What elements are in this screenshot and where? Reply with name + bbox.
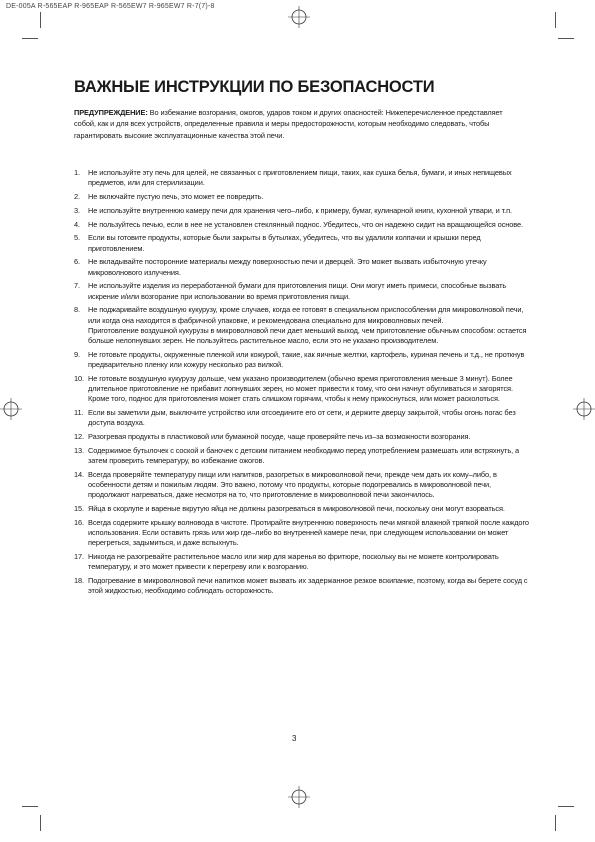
- item-number: 18.: [74, 576, 84, 585]
- safety-instructions-list: [74, 168, 530, 600]
- item-text: Не используйте внутреннюю камеру печи для хранения чего–либо, к примеру, бумаг, кулинарной книги, кухонной утвари, и т.п.: [88, 205, 512, 215]
- item-text: Не готовьте воздушную кукурузу дольше, чем указано производителем (обычно время приготовления меньше 3 минут). Более длительное приготовление не прибавит лопнувших зерен, но может привести к тому, что они начнут обугливаться и загорятся. Кроме того, поднос для приготовления может стать слишком горячим, чтобы к нему прикоснуться, или может расколоться.: [88, 373, 513, 404]
- crop-mark: [22, 806, 38, 807]
- list-item: [74, 576, 530, 596]
- item-text: Не используйте изделия из переработанной бумаги для приготовления пищи. Они могут иметь примеси, способные вызвать искрение и/или возгорание при использовании во время приготовления пищи.: [88, 281, 507, 301]
- list-item: [74, 192, 530, 202]
- item-number: 14.: [74, 469, 84, 479]
- item-text: Если вы заметили дым, выключите устройство или отсоедините его от сети, и держите дверцу закрытой, чтобы огонь погас без доступа воздуха.: [88, 408, 516, 428]
- registration-mark-top: [288, 6, 310, 28]
- item-number: 4.: [74, 219, 80, 229]
- warning-label: ПРЕДУПРЕЖДЕНИЕ:: [74, 108, 148, 117]
- item-text: Не готовьте продукты, окруженные пленкой или кожурой, такие, как яичные желтки, картофель, куриная печень и т.д., не проткнув предварительно пленку или кожуру несколько раз вилкой.: [88, 349, 525, 369]
- item-number: 6.: [74, 257, 80, 267]
- item-text: Подогревание в микроволновой печи напитков может вызвать их задержанное резкое вскипание, поэтому, когда вы берете сосуд с этой жидкостью, необходимо соблюдать осторожность.: [88, 576, 528, 596]
- crop-mark: [22, 38, 38, 39]
- item-text: Яйца в скорлупе и вареные вкрутую яйца не должны разогреваться в микроволновой печи, поскольку они могут взорваться.: [88, 504, 505, 513]
- list-item: [74, 446, 530, 466]
- page-number: 3: [292, 734, 297, 743]
- item-text: Всегда содержите крышку волновода в чистоте. Протирайте внутреннюю поверхность печи мягкой влажной тряпкой после каждого использования. Если оставить грязь или жир где–либо во внутренней камере печи, при следующем использовании он может перегреться, задымиться, и даже вспыхнуть.: [88, 517, 529, 548]
- print-header: DE-005A R-565EAP R-965EAP R-565EW7 R-965EW7 R-7(7)-8: [6, 3, 215, 10]
- list-item: [74, 281, 530, 301]
- list-item: [74, 518, 530, 549]
- crop-mark: [555, 815, 556, 831]
- item-text: Если вы готовите продукты, которые были закрыты в бутылках, убедитесь, что вы удалили колпачки и крышки перед приготовлением.: [88, 233, 481, 253]
- crop-mark: [558, 38, 574, 39]
- registration-mark-bottom: [288, 786, 310, 808]
- item-number: 12.: [74, 432, 84, 441]
- item-number: 11.: [74, 408, 84, 417]
- list-item: [74, 206, 530, 216]
- crop-mark: [558, 806, 574, 807]
- item-number: 13.: [74, 445, 84, 455]
- page-title: ВАЖНЫЕ ИНСТРУКЦИИ ПО БЕЗОПАСНОСТИ: [74, 78, 435, 96]
- item-text: Всегда проверяйте температуру пищи или напитков, разогретых в микроволновой печи, прежде чем дать их кому–либо, в особенности детям и пожилым людям. Это важно, потому что продукты, которые подогревались в микроволновой печи, продолжают нагреваться, даже несмотря на то, что приготовление в микроволновой печи закончилось.: [88, 469, 497, 500]
- item-number: 10.: [74, 373, 84, 383]
- crop-mark: [40, 12, 41, 28]
- item-number: 1.: [74, 168, 80, 177]
- item-extra-text: Приготовление воздушной кукурузы в микроволновой печи дает меньший выход, чем приготовление обычным способом: остается больше нелопнувших зерен. Не пользуйтесь растительное масло, если это не указано производителем.: [88, 325, 527, 345]
- item-number: 5.: [74, 233, 80, 243]
- item-number: 2.: [74, 192, 80, 201]
- item-number: 9.: [74, 349, 80, 359]
- item-number: 8.: [74, 305, 80, 315]
- warning-paragraph: [74, 107, 526, 141]
- list-item: [74, 220, 530, 230]
- item-number: 15.: [74, 504, 84, 513]
- list-item: [74, 552, 530, 572]
- crop-mark: [40, 815, 41, 831]
- list-item: [74, 257, 530, 277]
- item-text: Не поджаривайте воздушную кукурузу, кроме случаев, когда ее готовят в специальном приспособлении для микроволновой печи, или когда она находится в фабричной упаковке, и рекомендована специально для микроволновых печей.: [88, 305, 524, 325]
- list-item: [74, 408, 530, 428]
- list-item: [74, 470, 530, 501]
- registration-mark-right: [573, 398, 595, 420]
- item-text: Не вкладывайте посторонние материалы между поверхностью печи и дверцей. Это может вызвать избыточную утечку микроволнового излучения.: [88, 257, 487, 277]
- list-item: [74, 374, 530, 405]
- list-item: [74, 168, 530, 188]
- crop-mark: [555, 12, 556, 28]
- item-text: Разогревая продукты в пластиковой или бумажной посуде, чаще проверяйте печь из–за возможности возгорания.: [88, 432, 471, 441]
- list-item: [74, 305, 530, 346]
- item-number: 7.: [74, 281, 80, 291]
- list-item: [74, 350, 530, 370]
- item-number: 3.: [74, 205, 80, 215]
- list-item: [74, 504, 530, 514]
- list-item: [74, 432, 530, 442]
- item-number: 16.: [74, 517, 84, 527]
- item-text: Никогда не разогревайте растительное масло или жир для жаренья во фритюре, поскольку вы не можете контролировать температуру, и это может привести к перегреву или к возгоранию.: [88, 552, 499, 572]
- item-text: Содержимое бутылочек с соской и баночек с детским питанием необходимо перед употреблением размешать или встряхнуть, а затем проверить температуру, во избежание ожогов.: [88, 445, 519, 465]
- item-number: 17.: [74, 552, 84, 561]
- warning-text: Во избежание возгорания, ожогов, ударов током и других опасностей: Нижеперечисленное представляет собой, как и для всех устройств, определенные правила и меры предосторожности, которым необходимо следовать, чтобы гарантировать высокие эксплуатационные качества этой печи.: [74, 108, 503, 140]
- item-text: Не используйте эту печь для целей, не связанных с приготовлением пищи, таких, как сушка белья, бумаги, и иных непищевых предметов, или для стерилизации.: [88, 168, 512, 188]
- registration-mark-left: [0, 398, 22, 420]
- list-item: [74, 233, 530, 253]
- item-text: Не пользуйтесь печью, если в нее не установлен стеклянный поднос. Убедитесь, что он надежно сидит на вращающейся основе.: [88, 219, 523, 229]
- item-text: Не включайте пустую печь, это может ее повредить.: [88, 192, 264, 201]
